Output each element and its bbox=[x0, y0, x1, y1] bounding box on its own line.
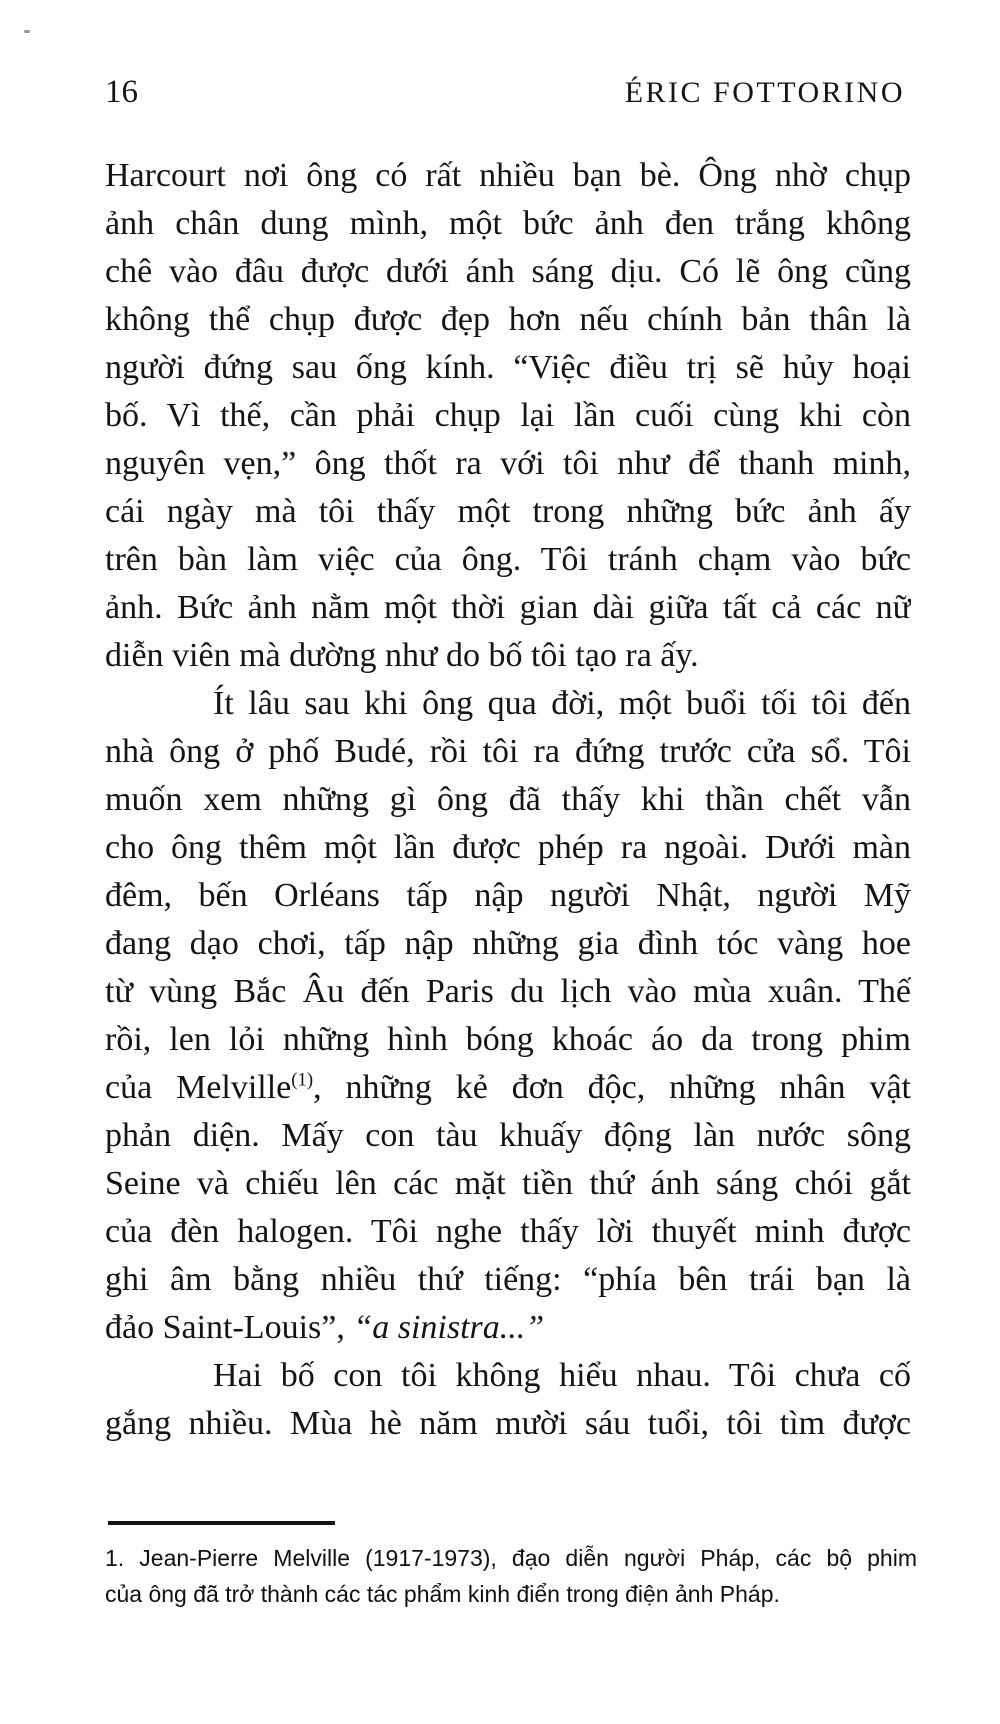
text-line: không thể chụp được đẹp hơn nếu chính bản thân là bbox=[105, 301, 911, 338]
text-line bbox=[105, 1304, 911, 1352]
text-segment-sup: (1) bbox=[291, 1069, 314, 1091]
text-segment-italic: “a sinistra...” bbox=[353, 1309, 545, 1346]
text-line: gắng nhiều. Mùa hè năm mười sáu tuổi, tôi tìm được bbox=[105, 1405, 911, 1442]
text-line: bố. Vì thế, cần phải chụp lại lần cuối cùng khi còn bbox=[105, 397, 911, 434]
running-title: ÉRIC FOTTORINO bbox=[624, 76, 905, 109]
footnote-rule bbox=[108, 1521, 335, 1525]
text-line bbox=[105, 1064, 911, 1112]
page-header bbox=[105, 72, 905, 114]
text-segment: đảo Saint-Louis”, bbox=[105, 1309, 354, 1346]
text-line: nguyên vẹn,” ông thốt ra với tôi như để thanh minh, bbox=[105, 445, 911, 482]
text-line: Seine và chiếu lên các mặt tiền thứ ánh sáng chói gắt bbox=[105, 1165, 911, 1202]
text-line: của ông đã trở thành các tác phẩm kinh điển trong điện ảnh Pháp. bbox=[105, 1581, 780, 1607]
text-line: 1. Jean-Pierre Melville (1917-1973), đạo diễn người Pháp, các bộ phim bbox=[105, 1545, 917, 1571]
text-line: cho ông thêm một lần được phép ra ngoài. Dưới màn bbox=[105, 829, 911, 866]
scan-speck bbox=[24, 30, 30, 33]
text-line: Ít lâu sau khi ông qua đời, một buổi tối tôi đến bbox=[213, 685, 911, 722]
text-line: Hai bố con tôi không hiểu nhau. Tôi chưa cố bbox=[213, 1357, 911, 1394]
text-line: chê vào đâu được dưới ánh sáng dịu. Có lẽ ông cũng bbox=[105, 253, 911, 290]
footnote bbox=[105, 1540, 917, 1612]
text-line: đêm, bến Orléans tấp nập người Nhật, người Mỹ bbox=[105, 877, 911, 914]
text-line: ghi âm bằng nhiều thứ tiếng: “phía bên trái bạn là bbox=[105, 1261, 911, 1298]
text-line: rồi, len lỏi những hình bóng khoác áo da trong phim bbox=[105, 1021, 911, 1058]
text-segment: của Melville bbox=[105, 1069, 292, 1106]
text-line: diễn viên mà dường như do bố tôi tạo ra ấy. bbox=[105, 637, 699, 674]
text-line: cái ngày mà tôi thấy một trong những bức ảnh ấy bbox=[105, 493, 911, 530]
body-text bbox=[105, 152, 911, 1448]
text-line: của đèn halogen. Tôi nghe thấy lời thuyết minh được bbox=[105, 1213, 911, 1250]
text-line: nhà ông ở phố Budé, rồi tôi ra đứng trước cửa sổ. Tôi bbox=[105, 733, 911, 770]
text-line: ảnh. Bức ảnh nằm một thời gian dài giữa tất cả các nữ bbox=[105, 589, 911, 626]
text-line: muốn xem những gì ông đã thấy khi thần chết vẫn bbox=[105, 781, 911, 818]
text-line: Harcourt nơi ông có rất nhiều bạn bè. Ông nhờ chụp bbox=[105, 157, 911, 194]
text-line: từ vùng Bắc Âu đến Paris du lịch vào mùa xuân. Thế bbox=[105, 973, 911, 1010]
text-line: người đứng sau ống kính. “Việc điều trị sẽ hủy hoại bbox=[105, 349, 911, 386]
text-line: ảnh chân dung mình, một bức ảnh đen trắng không bbox=[105, 205, 911, 242]
text-line: đang dạo chơi, tấp nập những gia đình tóc vàng hoe bbox=[105, 925, 911, 962]
page-number: 16 bbox=[105, 74, 138, 110]
text-line: trên bàn làm việc của ông. Tôi tránh chạm vào bức bbox=[105, 541, 911, 578]
text-segment: , những kẻ đơn độc, những nhân vật bbox=[313, 1069, 911, 1106]
text-line: phản diện. Mấy con tàu khuấy động làn nước sông bbox=[105, 1117, 911, 1154]
